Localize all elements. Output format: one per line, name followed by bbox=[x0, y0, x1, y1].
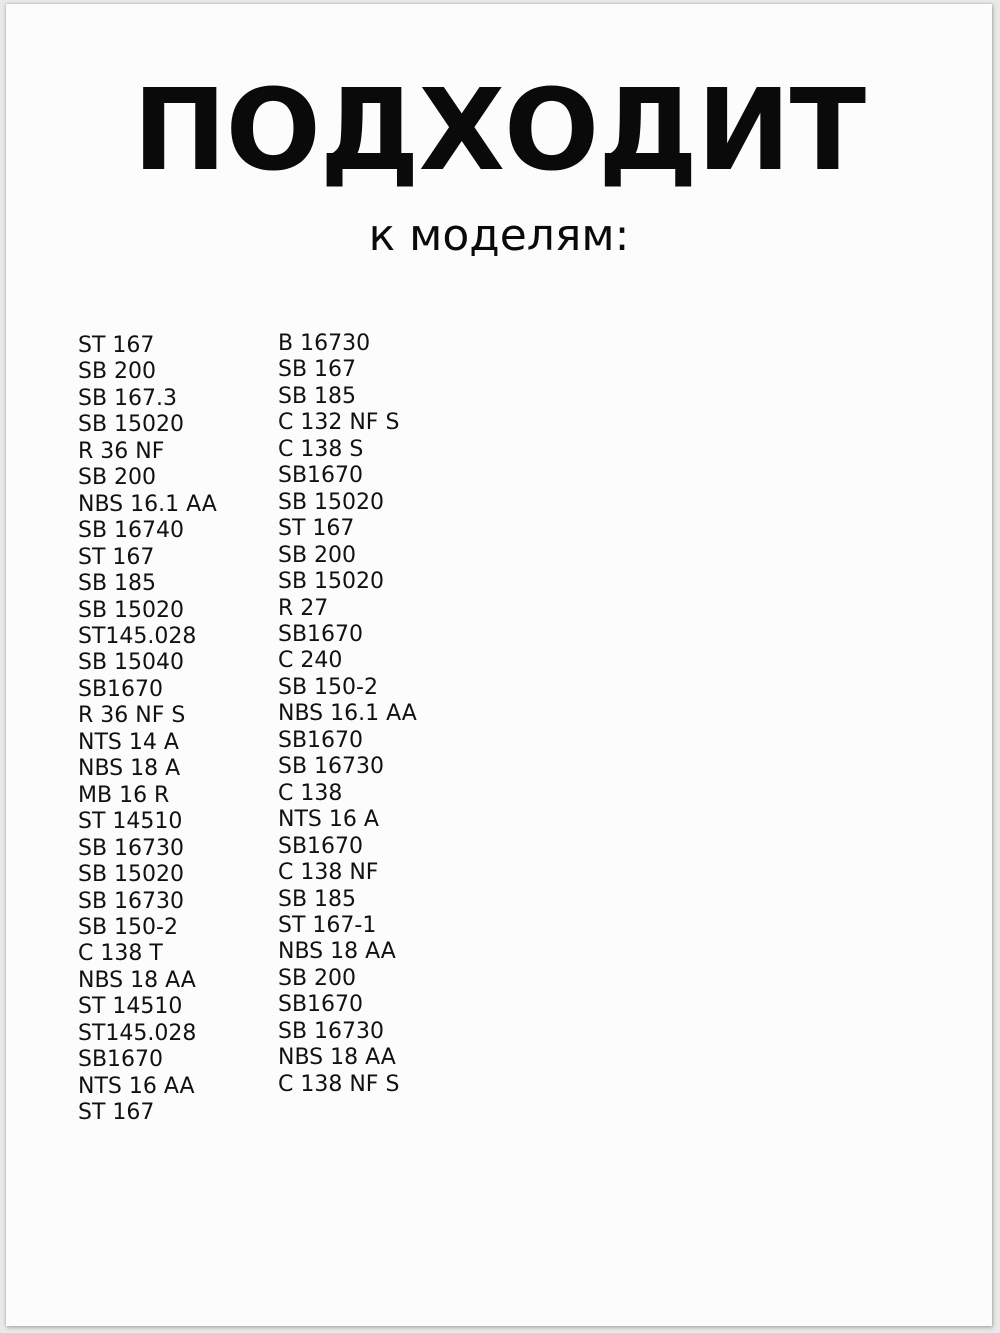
model-item: R 36 NF S bbox=[78, 703, 186, 729]
page-subtitle: к моделям: bbox=[368, 210, 630, 261]
model-item: SB 16730 bbox=[278, 1018, 385, 1044]
model-item: SB1670 bbox=[278, 833, 364, 859]
model-item: SB 16740 bbox=[78, 518, 185, 544]
model-item: B 16730 bbox=[278, 331, 371, 356]
model-item: SB 200 bbox=[278, 965, 357, 991]
model-item: NTS 16 AA bbox=[78, 1073, 195, 1099]
model-item: ST145.028 bbox=[78, 623, 197, 649]
model-item: NBS 18 AA bbox=[78, 967, 196, 993]
model-item: C 138 NF S bbox=[278, 1071, 400, 1097]
model-item: ST 14510 bbox=[78, 809, 183, 835]
model-item: NTS 16 A bbox=[278, 807, 379, 833]
model-item: NBS 18 AA bbox=[278, 939, 396, 965]
model-item: SB1670 bbox=[278, 992, 364, 1018]
model-item: NTS 14 A bbox=[78, 729, 179, 755]
model-item: SB 200 bbox=[78, 465, 157, 491]
model-item: NBS 16.1 AA bbox=[278, 701, 417, 727]
model-item: SB1670 bbox=[278, 463, 364, 489]
model-item: C 138 bbox=[278, 780, 343, 806]
model-item: SB1670 bbox=[278, 727, 364, 753]
model-item: C 138 S bbox=[278, 436, 364, 462]
model-item: SB 200 bbox=[278, 542, 357, 568]
model-item: ST 167 bbox=[78, 333, 155, 358]
model-item: C 240 bbox=[278, 648, 343, 674]
model-item: SB 150-2 bbox=[278, 674, 378, 700]
model-item: SB 15020 bbox=[78, 597, 185, 623]
model-item: ST 167 bbox=[78, 544, 155, 570]
model-item: C 138 NF bbox=[278, 860, 379, 886]
model-item: SB 167.3 bbox=[78, 385, 178, 411]
models-list-column-2 bbox=[278, 331, 417, 1098]
model-item: SB 200 bbox=[78, 359, 157, 385]
model-item: SB1670 bbox=[278, 621, 364, 647]
model-item: R 36 NF bbox=[78, 438, 165, 464]
model-item: SB 167 bbox=[278, 357, 357, 383]
model-item: ST145.028 bbox=[78, 1020, 197, 1046]
model-item: SB 15040 bbox=[78, 650, 185, 676]
model-item: SB 185 bbox=[278, 383, 357, 409]
model-item: SB 15020 bbox=[278, 489, 385, 515]
model-item: SB 15020 bbox=[78, 862, 185, 888]
model-item: ST 167 bbox=[78, 1100, 155, 1126]
model-item: NBS 18 A bbox=[78, 756, 181, 782]
model-item: R 27 bbox=[278, 595, 329, 621]
model-item: SB 16730 bbox=[78, 835, 185, 861]
model-item: ST 167 bbox=[278, 516, 355, 542]
model-item: C 138 T bbox=[78, 941, 163, 967]
model-item: ST 167-1 bbox=[278, 912, 377, 938]
model-item: SB 15020 bbox=[78, 412, 185, 438]
model-item: SB1670 bbox=[78, 676, 164, 702]
model-item: SB 16730 bbox=[78, 888, 185, 914]
model-item: C 132 NF S bbox=[278, 410, 400, 436]
model-item: SB 15020 bbox=[278, 569, 385, 595]
document-card bbox=[6, 4, 992, 1326]
model-item: NBS 18 AA bbox=[278, 1045, 396, 1071]
model-item: SB 185 bbox=[78, 571, 157, 597]
model-item: SB1670 bbox=[78, 1047, 164, 1073]
model-item: MB 16 R bbox=[78, 782, 170, 808]
model-item: NBS 16.1 AA bbox=[78, 491, 217, 517]
model-item: SB 185 bbox=[278, 886, 357, 912]
model-item: ST 14510 bbox=[78, 994, 183, 1020]
models-list-column-1 bbox=[78, 333, 217, 1127]
page-title: ПОДХОДИТ bbox=[132, 66, 866, 196]
model-item: SB 16730 bbox=[278, 754, 385, 780]
model-item: SB 150-2 bbox=[78, 914, 178, 940]
